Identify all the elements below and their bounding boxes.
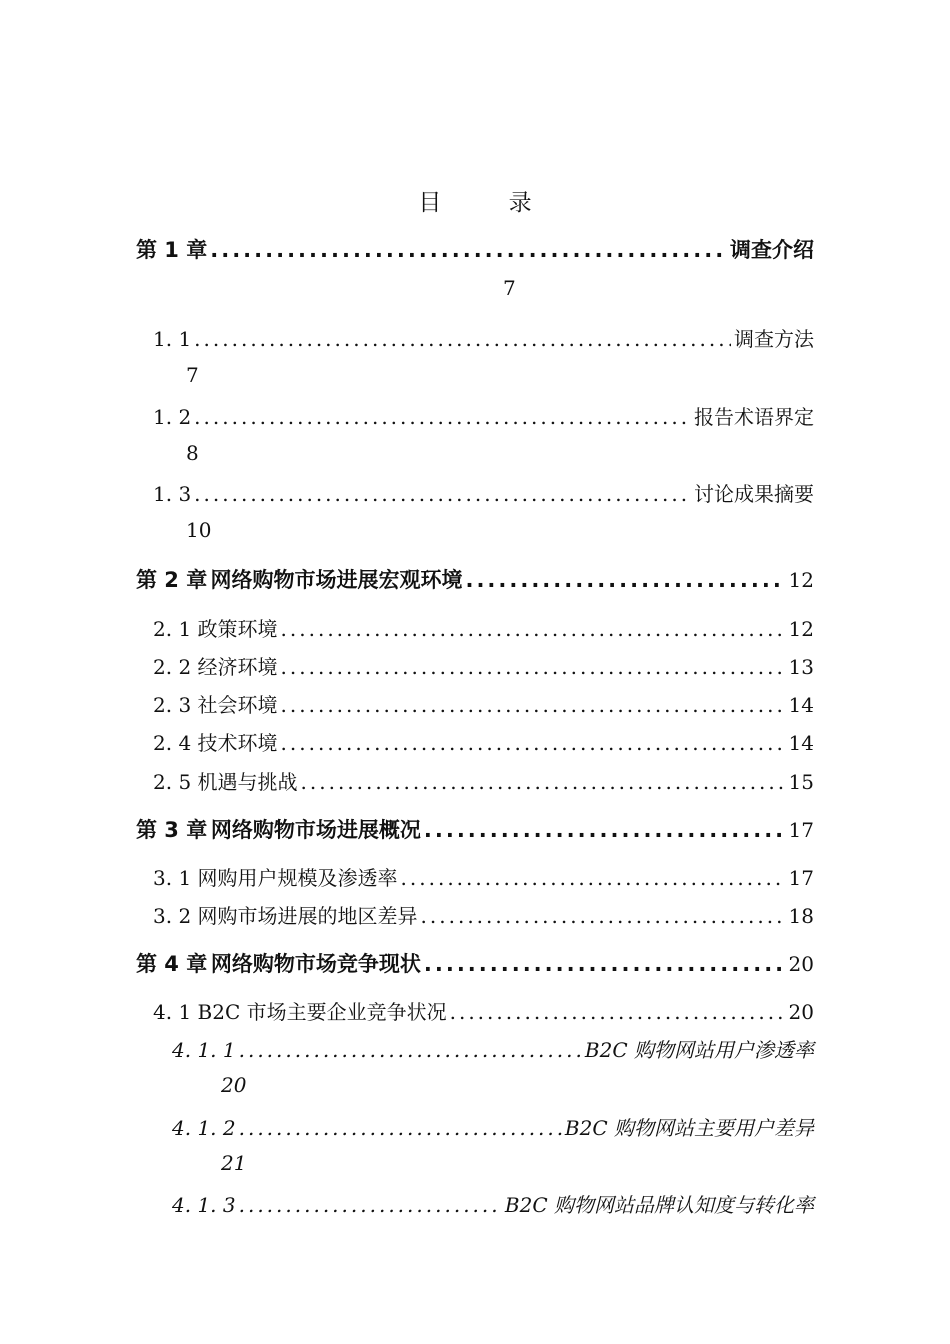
entry-title: 报告术语界定 [694,405,814,429]
entry-title: 2. 2 经济环境 [153,655,278,679]
chapter-label: 第 1 章 [136,238,208,262]
toc-entry-1-1[interactable] [153,323,814,352]
toc-entry-1-3[interactable] [153,478,814,507]
dot-leader [194,405,691,429]
chapter-label: 第 3 章 [136,818,208,842]
page-number: 20 [788,1000,814,1024]
toc-entry-4-1-1[interactable] [172,1034,814,1063]
page-number: 8 [186,441,199,465]
page-number: 18 [788,904,814,928]
dot-leader [239,1116,562,1140]
page-number: 14 [788,693,814,717]
entry-title: 4. 1 B2C 市场主要企业竞争状况 [153,1000,447,1024]
page-number: 21 [221,1151,247,1175]
entry-title: 2. 5 机遇与挑战 [153,770,298,794]
dot-leader [301,770,786,794]
dot-leader [239,1038,582,1062]
toc-entry-3-1[interactable] [153,862,814,891]
section-number: 4. 1. 1 [172,1038,236,1062]
entry-title: 3. 1 网购用户规模及渗透率 [153,866,398,890]
toc-entry-4-1-3[interactable] [172,1189,814,1218]
dot-leader [194,327,731,351]
toc-entry-2-4[interactable] [153,727,814,756]
dot-leader [450,1000,786,1024]
entry-title: B2C 购物网站主要用户差异 [564,1116,814,1140]
entry-title: 调查方法 [734,327,814,351]
entry-title: 网络购物市场竞争现状 [210,952,421,976]
dot-leader [421,904,786,928]
page-number: 20 [788,952,814,976]
toc-entry-chapter-3[interactable] [136,814,814,844]
entry-title: 调查介绍 [730,238,814,262]
dot-leader [281,617,786,641]
toc-entry-chapter-1[interactable] [136,234,814,264]
dot-leader [401,866,786,890]
toc-entry-2-5[interactable] [153,766,814,795]
toc-entry-4-1-2[interactable] [172,1112,814,1141]
page-number: 13 [788,655,814,679]
page-number: 7 [503,276,516,300]
toc-entry-chapter-2[interactable] [136,564,814,594]
page-number: 10 [186,518,212,542]
page-number: 17 [788,818,814,842]
section-number: 4. 1. 2 [172,1116,236,1140]
entry-title: 2. 4 技术环境 [153,731,278,755]
page-number: 12 [788,568,814,592]
toc-entry-chapter-4[interactable] [136,948,814,978]
section-number: 1. 3 [153,482,192,506]
entry-title: B2C 购物网站品牌认知度与转化率 [504,1193,814,1217]
entry-title: B2C 购物网站用户渗透率 [584,1038,814,1062]
section-number: 4. 1. 3 [172,1193,236,1217]
dot-leader [239,1193,502,1217]
section-number: 1. 2 [153,405,192,429]
dot-leader [281,655,786,679]
chapter-label: 第 4 章 [136,952,208,976]
toc-entry-2-1[interactable] [153,613,814,642]
toc-entry-3-2[interactable] [153,900,814,929]
entry-title: 3. 2 网购市场进展的地区差异 [153,904,418,928]
toc-title: 目 录 [418,190,562,216]
dot-leader [210,238,727,262]
toc-entry-2-3[interactable] [153,689,814,718]
page-number: 12 [788,617,814,641]
dot-leader [424,952,786,976]
entry-title: 网络购物市场进展宏观环境 [210,568,463,592]
entry-title: 讨论成果摘要 [694,482,814,506]
page-number: 15 [788,770,814,794]
entry-title: 2. 1 政策环境 [153,617,278,641]
page-number: 20 [221,1073,247,1097]
toc-entry-4-1[interactable] [153,996,814,1025]
toc-entry-2-2[interactable] [153,651,814,680]
toc-entry-1-2[interactable] [153,401,814,430]
chapter-label: 第 2 章 [136,568,208,592]
page-number: 17 [788,866,814,890]
dot-leader [424,818,786,842]
dot-leader [465,568,785,592]
entry-title: 2. 3 社会环境 [153,693,278,717]
dot-leader [281,731,786,755]
entry-title: 网络购物市场进展概况 [210,818,421,842]
page-number: 7 [186,363,199,387]
dot-leader [194,482,691,506]
page-number: 14 [788,731,814,755]
dot-leader [281,693,786,717]
section-number: 1. 1 [153,327,192,351]
